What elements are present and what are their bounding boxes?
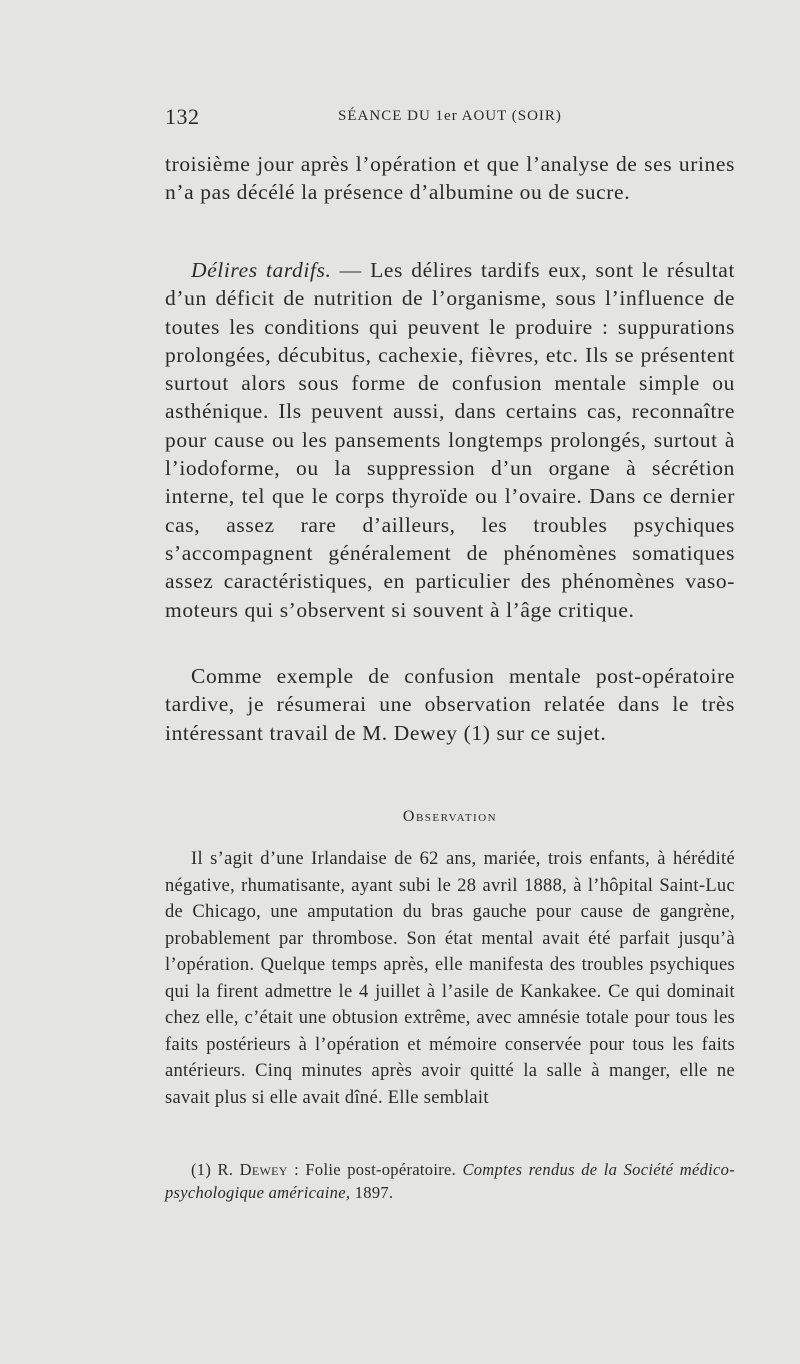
section-heading-delires-tardifs: Délires tardifs. bbox=[191, 258, 332, 282]
paragraph-example bbox=[165, 662, 735, 747]
paragraph-delires-tardifs bbox=[165, 256, 735, 624]
observation-block bbox=[165, 846, 735, 1111]
paragraph-continuation bbox=[165, 150, 735, 207]
page-header bbox=[165, 104, 735, 134]
footnote-journal: Comptes rendus de la Société médico-psychologique américaine, bbox=[165, 1160, 735, 1202]
footnote-marker: (1) R. bbox=[191, 1160, 240, 1179]
paragraph-2-text: — Les délires tardifs eux, sont le résultat d’un déficit de nutrition de l’organisme, sous l’influence de toutes les conditions qui peuvent le produire : suppurations prolongées, décubitus, cachexie, fièvres, etc. Ils se présentent surtout alors sous forme de confusion mentale simple ou asthénique. Ils peuvent aussi, dans certains cas, reconnaître pour cause ou les pansements longtemps prolongés, surtout à l’iodoforme, ou la suppression d’un organe à sécrétion interne, tel que le corps thyroïde ou l’ovaire. Dans ce dernier cas, assez rare d’ailleurs, les troubles psychiques s’accompagnent généralement de phénomènes somatiques assez caractéristiques, en particulier des phénomènes vaso-moteurs qui s’observent si souvent à l’âge critique. bbox=[165, 258, 736, 622]
observation-text: Il s’agit d’une Irlandaise de 62 ans, mariée, trois enfants, à hérédité négative, rhumatisante, ayant subi le 28 avril 1888, à l’hôpital Saint-Luc de Chicago, une amputation du bras gauche pour cause de gangrène, probablement par thrombose. Son état mental avait été parfait jusqu’à l’opération. Quelque temps après, elle manifesta des troubles psychiques qui la firent admettre le 4 juillet à l’asile de Kankakee. Ce qui dominait chez elle, c’était une obtusion extrême, avec amnésie totale pour tous les faits postérieurs à l’opération et mémoire conservée pour tous les faits antérieurs. Cinq minutes après avoir quitté la salle à manger, elle ne savait plus si elle avait dîné. Elle semblait bbox=[165, 849, 735, 1108]
paragraph-1-text: troisième jour après l’opération et que l’analyse de ses urines n’a pas décélé la présence d’albumine ou de sucre. bbox=[165, 152, 735, 205]
paragraph-3-text: Comme exemple de confusion mentale post-opératoire tardive, je résumerai une observation relatée dans le très intéressant travail de M. Dewey (1) sur ce sujet. bbox=[165, 664, 735, 745]
footnote-text bbox=[165, 1158, 735, 1204]
footnote-author: Dewey bbox=[239, 1160, 288, 1179]
page-number: 132 bbox=[165, 104, 200, 129]
footnote bbox=[165, 1158, 735, 1204]
footnote-title: : Folie post-opératoire. bbox=[287, 1160, 463, 1179]
footnote-year: 1897. bbox=[350, 1183, 394, 1202]
observation-title: Observation bbox=[402, 808, 498, 825]
running-title: SÉANCE DU 1er AOUT (SOIR) bbox=[338, 108, 562, 124]
paragraph-2 bbox=[165, 256, 735, 624]
